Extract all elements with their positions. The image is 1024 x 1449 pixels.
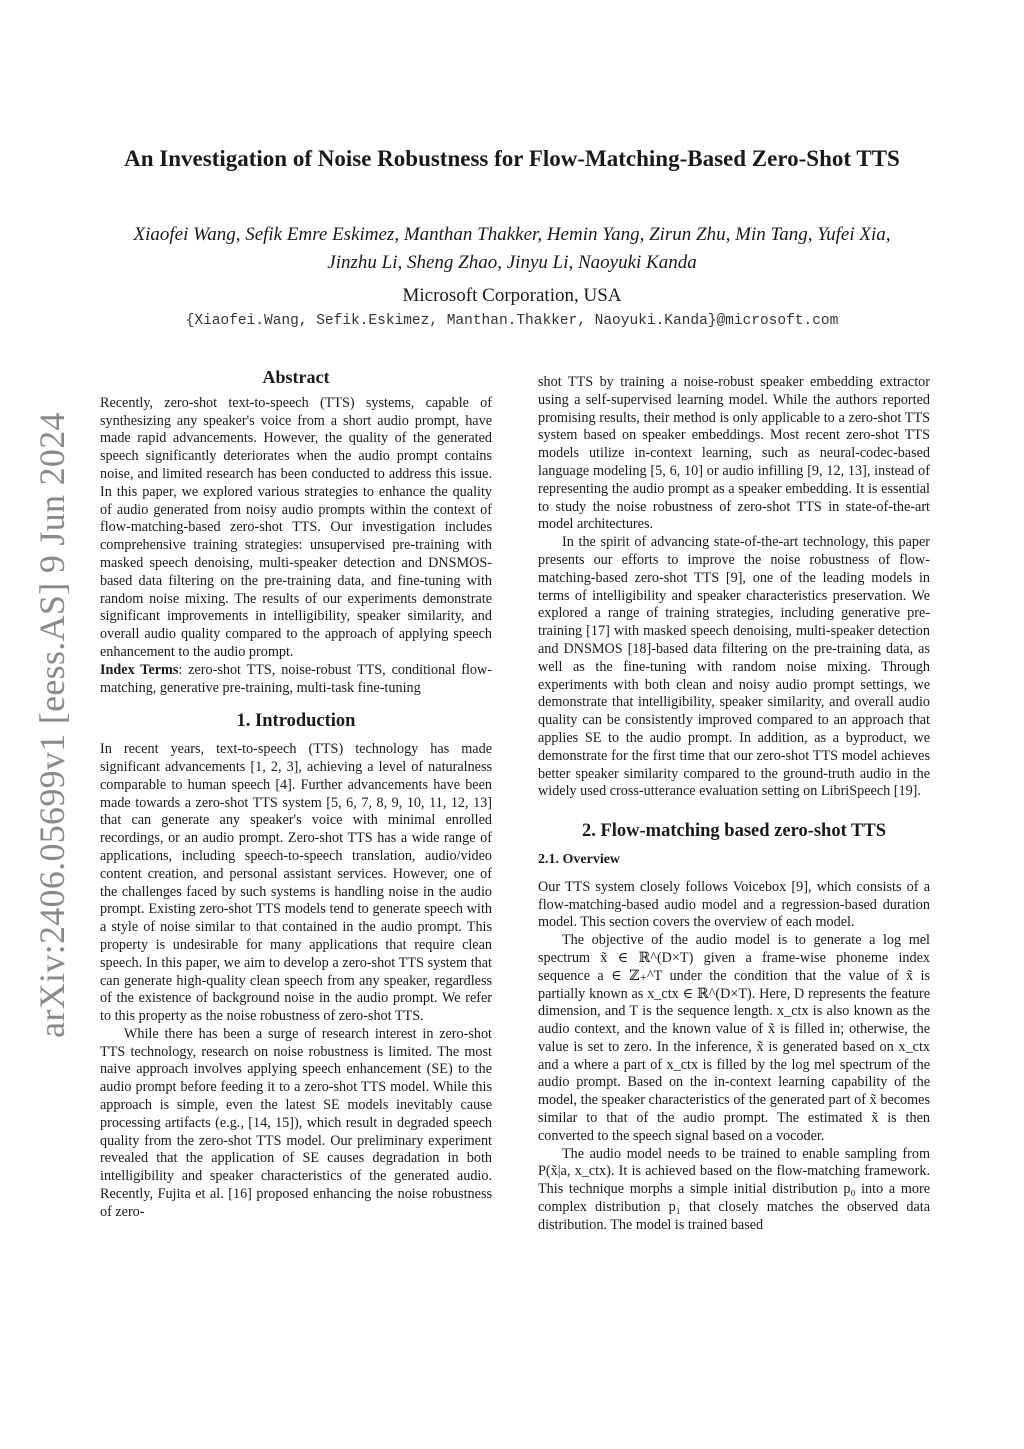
intro-paragraph-4: In the spirit of advancing state-of-the-art technology, this paper presents our efforts to improve the noise robustness of flow-matching-based zero-shot TTS [9], one of the leading models in terms of intelligibility and speaker characteristics preservation. We explored a range of training strategies, including generative pre-training [17] with masked speech denoising, multi-speaker detection and DNSMOS [18]-based data filtering on the pre-training data, as well as the fine-tuning with random noise mixing. Through experiments with both clean and noisy audio prompt settings, we demonstrate that intelligibility, speaker similarity, and overall audio quality can be consistently improved compared to an approach that applies SE to the audio prompt. In addition, as a byproduct, we demonstrate for the first time that our zero-shot TTS model achieves better speaker similarity compared to the ground-truth audio in the widely used cross-utterance evaluation setting on LibriSpeech [19]. bbox=[538, 534, 930, 800]
subsection-2-1-heading: 2.1. Overview bbox=[538, 851, 621, 867]
arxiv-id-text: arXiv:2406.05699v1 [eess.AS] 9 Jun 2024 bbox=[32, 412, 72, 1038]
abstract-heading: Abstract bbox=[262, 367, 330, 387]
section-2-heading: 2. Flow-matching based zero-shot TTS bbox=[581, 821, 887, 842]
abstract-text: Recently, zero-shot text-to-speech (TTS) systems, capable of synthesizing any speaker's voice from a short audio prompt, have made rapid advancements. However, the quality of the generated speech significantly deteriorates when the audio prompt contains noise, and limited research has been conducted to address this issue. In this paper, we explored various strategies to enhance the quality of audio generated from noisy audio prompts within the context of flow-matching-based zero-shot TTS. Our investigation includes comprehensive training strategies: unsupervised pre-training with masked speech denoising, multi-speaker detection and DNSMOS-based data filtering on the pre-training data, and fine-tuning with random noise mixing. The results of our experiments demonstrate significant improvements in intelligibility, speaker similarity, and overall audio quality compared to the approach of applying speech enhancement to the audio prompt. bbox=[100, 394, 492, 660]
section-2-paragraph-3: The audio model needs to be trained to enable sampling from P(x̃|a, x_ctx). It is achieved based on the flow-matching framework. This technique morphs a simple initial distribution p₀ into a more complex distribution p₁ that closely matches the observed data distribution. The model is trained based bbox=[538, 1145, 930, 1233]
author-emails: {Xiaofei.Wang, Sefik.Eskimez, Manthan.Thakker, Naoyuki.Kanda}@microsoft.com bbox=[185, 313, 839, 329]
right-column bbox=[538, 374, 930, 1235]
authors-line-1: Xiaofei Wang, Sefik Emre Eskimez, Manthan Thakker, Hemin Yang, Zirun Zhu, Min Tang, Yufei Xia, bbox=[133, 224, 891, 245]
author-list bbox=[90, 221, 934, 277]
index-terms-text: : zero-shot TTS, noise-robust TTS, conditional flow-matching, generative pre-training, multi-task fine-tuning bbox=[100, 661, 492, 696]
index-terms bbox=[100, 662, 492, 698]
intro-paragraph-3: shot TTS by training a noise-robust speaker embedding extractor using a self-supervised learning model. While the authors reported promising results, their method is only applicable to a zero-shot TTS system based on speaker embeddings. Most recent zero-shot TTS models utilize in-context learning, such as neural-codec-based language modeling [5, 6, 10] or audio infilling [9, 12, 13], instead of representing the audio prompt as a speaker embedding. It is essential to study the noise robustness of zero-shot TTS in state-of-the-art model architectures. bbox=[538, 374, 930, 533]
index-terms-label: Index Terms bbox=[100, 661, 179, 678]
paper-title: An Investigation of Noise Robustness for Flow-Matching-Based Zero-Shot TTS bbox=[124, 146, 900, 171]
authors-line-2: Jinzhu Li, Sheng Zhao, Jinyu Li, Naoyuki Kanda bbox=[327, 252, 697, 273]
section-2-paragraph-2: The objective of the audio model is to generate a log mel spectrum x̃ ∈ ℝ^(D×T) given a frame-wise phoneme index sequence a ∈ ℤ₊^T under the condition that the value of x̃ is partially known as x_ctx ∈ ℝ^(D×T). Here, D represents the feature dimension, and T is the sequence length. x_ctx is also known as the audio context, and the known value of x̃ is filled in; otherwise, the value is set to zero. In the inference, x̃ is generated based on x_ctx and a where a part of x_ctx is filled by the log mel spectrum of the audio prompt. Based on the in-context learning capability of the model, the speaker characteristics of the generated part of x̃ becomes similar to that of the audio prompt. The estimated x̃ is then converted to the speech signal based on a vocoder. bbox=[538, 932, 930, 1144]
arxiv-identifier-stamp bbox=[28, 412, 76, 1038]
intro-paragraph-2: While there has been a surge of research interest in zero-shot TTS technology, research on noise robustness is limited. The most naive approach involves applying speech enhancement (SE) to the audio prompt before feeding it to a zero-shot TTS model. While this approach is simple, even the latest SE models inevitably cause processing artifacts (e.g., [14, 15]), which result in degraded speech quality from the zero-shot TTS model. Our preliminary experiment revealed that the application of SE causes degradation in both intelligibility and speaker characteristics of the generated audio. Recently, Fujita et al. [16] proposed enhancing the noise robustness of zero- bbox=[100, 1025, 492, 1220]
left-column bbox=[100, 369, 492, 1222]
intro-heading: 1. Introduction bbox=[236, 711, 356, 732]
affiliation: Microsoft Corporation, USA bbox=[402, 285, 622, 306]
section-2-paragraph-1: Our TTS system closely follows Voicebox [9], which consists of a flow-matching-based audio model and a regression-based duration model. This section covers the overview of each model. bbox=[538, 878, 930, 931]
intro-paragraph-1: In recent years, text-to-speech (TTS) technology has made significant advancements [1, 2, 3], achieving a level of naturalness comparable to human speech [4]. Further advancements have been made towards a zero-shot TTS system [5, 6, 7, 8, 9, 10, 11, 12, 13] that can generate any speaker's voice with minimal enrolled recordings, or an audio prompt. Zero-shot TTS has a wide range of applications, including speech-to-speech translation, audio/video content creation, and personal assistant services. However, one of the challenges faced by such systems is handling noise in the audio prompt. Existing zero-shot TTS models tend to generate speech with a style of noise similar to that contained in the audio prompt. This property is undesirable for many applications that require clean speech. In this paper, we aim to develop a zero-shot TTS system that can generate high-quality clean speech from any speaker, regardless of the existence of background noise in the audio prompt. We refer to this property as the noise robustness of zero-shot TTS. bbox=[100, 741, 492, 1025]
